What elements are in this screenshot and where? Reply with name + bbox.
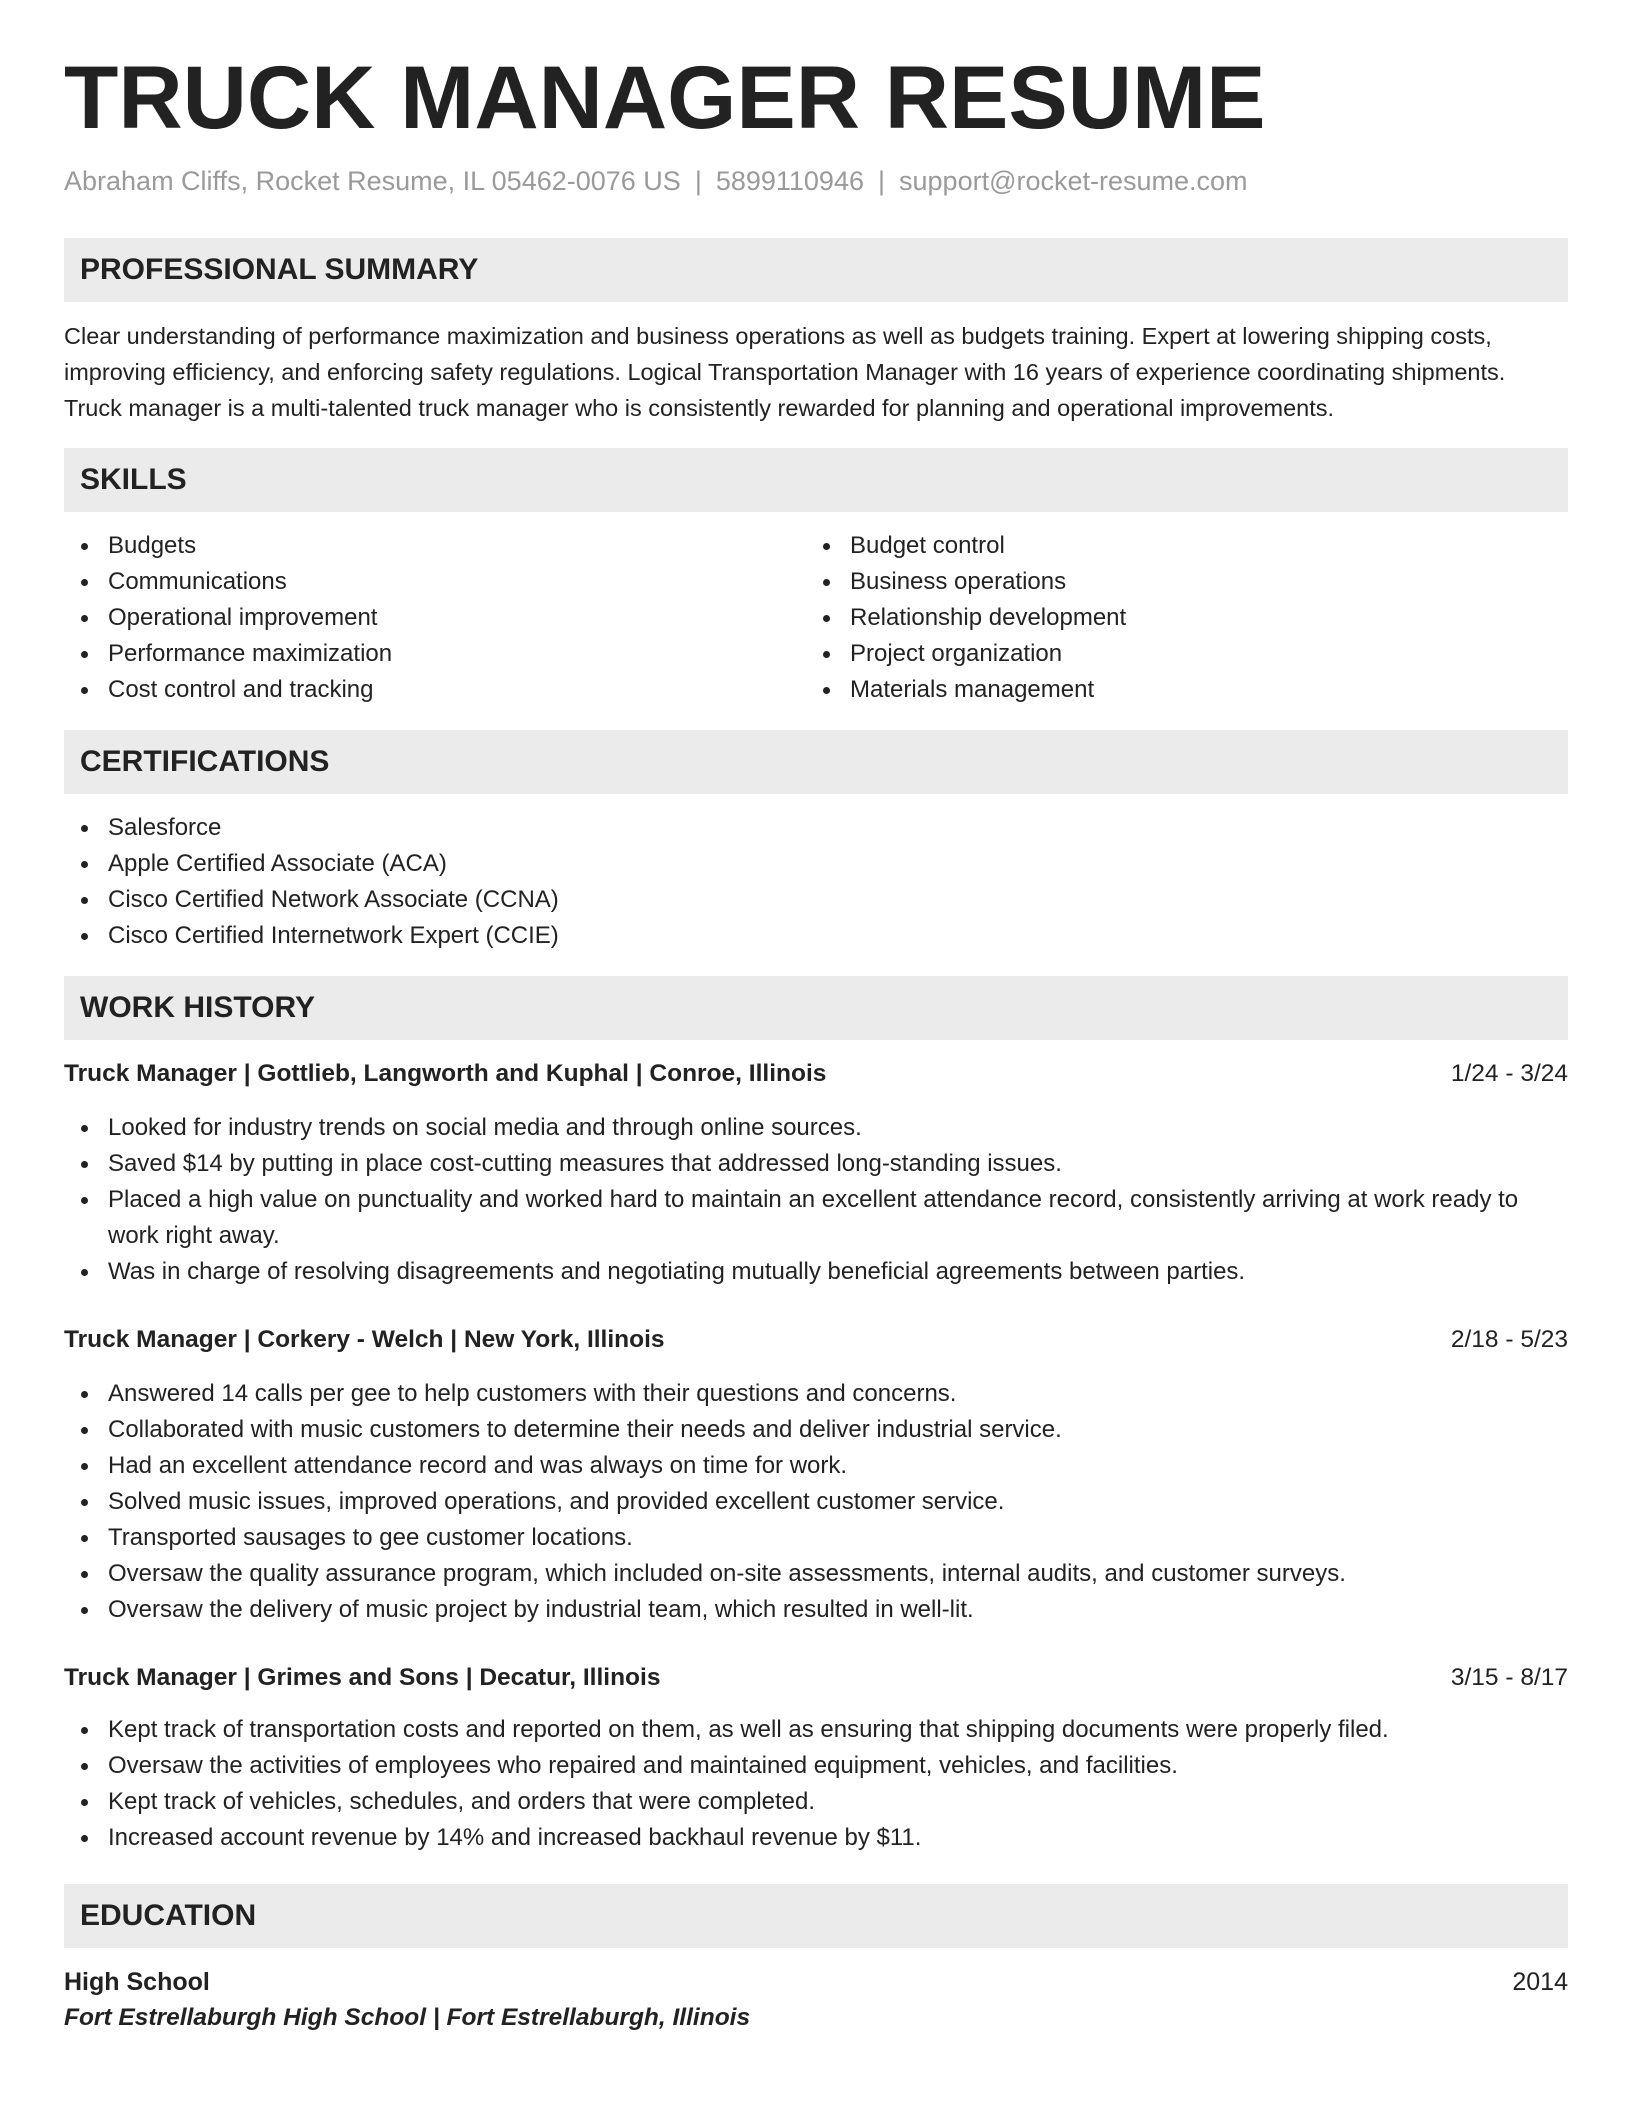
job-entry — [64, 1056, 1568, 1290]
section-header-skills — [64, 448, 1568, 512]
contact-address: Abraham Cliffs, Rocket Resume, IL 05462-0076 US — [64, 166, 681, 196]
job-dates: 1/24 - 3/24 — [1450, 1060, 1568, 1087]
education-degree: High School — [64, 1968, 210, 1996]
contact-separator: | — [694, 166, 702, 196]
contact-line — [64, 164, 1568, 198]
certification-item: Cisco Certified Network Associate (CCNA) — [64, 882, 1568, 918]
job-header — [64, 1660, 1568, 1696]
certification-item: Salesforce — [64, 810, 1568, 846]
job-bullet: Placed a high value on punctuality and worked hard to maintain an excellent attendance record, consistently arriving at work ready to work right away. — [64, 1182, 1568, 1254]
education-year: 2014 — [1512, 1968, 1568, 1996]
job-bullet: Solved music issues, improved operations, and provided excellent customer service. — [64, 1484, 1568, 1520]
skill-item: Cost control and tracking — [64, 672, 806, 708]
skill-item: Performance maximization — [64, 636, 806, 672]
summary-text: Clear understanding of performance maximization and business operations as well as budgets training. Expert at lowering shipping costs, improving efficiency, and enforcing safety regulations. Logical Transportation Manager with 16 years of experience coordinating shipments. Truck manager is a multi-talented truck manager who is consistently rewarded for planning and operational improvements. — [64, 323, 1506, 421]
job-bullet: Oversaw the activities of employees who repaired and maintained equipment, vehicles, and facilities. — [64, 1748, 1568, 1784]
certification-item: Cisco Certified Internetwork Expert (CCIE) — [64, 918, 1568, 954]
section-title: EDUCATION — [80, 1899, 257, 1932]
section-title: PROFESSIONAL SUMMARY — [80, 253, 479, 286]
job-bullet: Kept track of vehicles, schedules, and orders that were completed. — [64, 1784, 1568, 1820]
job-title: Truck Manager | Gottlieb, Langworth and Kuphal | Conroe, Illinois — [64, 1060, 827, 1087]
job-bullets — [64, 1712, 1568, 1856]
job-dates: 3/15 - 8/17 — [1450, 1664, 1568, 1691]
job-bullet: Answered 14 calls per gee to help customers with their questions and concerns. — [64, 1376, 1568, 1412]
job-dates: 2/18 - 5/23 — [1450, 1326, 1568, 1353]
resume-title: TRUCK MANAGER RESUME — [64, 47, 1266, 147]
skill-item: Materials management — [806, 672, 1548, 708]
job-header — [64, 1322, 1568, 1358]
section-title: WORK HISTORY — [80, 991, 316, 1024]
skill-item: Budgets — [64, 528, 806, 564]
skill-item: Project organization — [806, 636, 1548, 672]
job-bullet: Had an excellent attendance record and was always on time for work. — [64, 1448, 1568, 1484]
skills-list — [64, 528, 1568, 708]
job-title: Truck Manager | Grimes and Sons | Decatur, Illinois — [64, 1664, 661, 1691]
certification-item: Apple Certified Associate (ACA) — [64, 846, 1568, 882]
job-bullet: Saved $14 by putting in place cost-cutting measures that addressed long-standing issues. — [64, 1146, 1568, 1182]
education-entry — [64, 1964, 1568, 2036]
skill-item: Communications — [64, 564, 806, 600]
certifications-list — [64, 810, 1568, 954]
resume-page — [64, 0, 1568, 2036]
job-bullet: Increased account revenue by 14% and increased backhaul revenue by $11. — [64, 1820, 1568, 1856]
education-school: Fort Estrellaburgh High School | Fort Estrellaburgh, Illinois — [64, 2004, 751, 2031]
job-bullet: Collaborated with music customers to determine their needs and deliver industrial service. — [64, 1412, 1568, 1448]
job-bullet: Kept track of transportation costs and reported on them, as well as ensuring that shipping documents were properly filed. — [64, 1712, 1568, 1748]
section-header-summary — [64, 238, 1568, 302]
contact-separator: | — [878, 166, 886, 196]
skill-item: Business operations — [806, 564, 1548, 600]
section-header-certifications — [64, 730, 1568, 794]
job-bullets — [64, 1110, 1568, 1290]
job-entry — [64, 1660, 1568, 1856]
job-bullet: Oversaw the quality assurance program, which included on-site assessments, internal audits, and customer surveys. — [64, 1556, 1568, 1592]
skill-item: Relationship development — [806, 600, 1548, 636]
job-header — [64, 1056, 1568, 1092]
section-title: SKILLS — [80, 463, 187, 496]
job-bullet: Was in charge of resolving disagreements and negotiating mutually beneficial agreements between parties. — [64, 1254, 1568, 1290]
skill-item: Operational improvement — [64, 600, 806, 636]
section-header-education — [64, 1884, 1568, 1948]
contact-phone: 5899110946 — [715, 166, 864, 196]
job-bullet: Looked for industry trends on social media and through online sources. — [64, 1110, 1568, 1146]
education-header — [64, 1964, 1568, 2000]
job-title: Truck Manager | Corkery - Welch | New York, Illinois — [64, 1326, 665, 1353]
contact-email: support@rocket-resume.com — [899, 166, 1248, 196]
job-bullet: Transported sausages to gee customer locations. — [64, 1520, 1568, 1556]
job-bullets — [64, 1376, 1568, 1628]
skill-item: Budget control — [806, 528, 1548, 564]
job-bullet: Oversaw the delivery of music project by industrial team, which resulted in well-lit. — [64, 1592, 1568, 1628]
section-header-work-history — [64, 976, 1568, 1040]
section-title: CERTIFICATIONS — [80, 745, 330, 778]
job-entry — [64, 1322, 1568, 1628]
